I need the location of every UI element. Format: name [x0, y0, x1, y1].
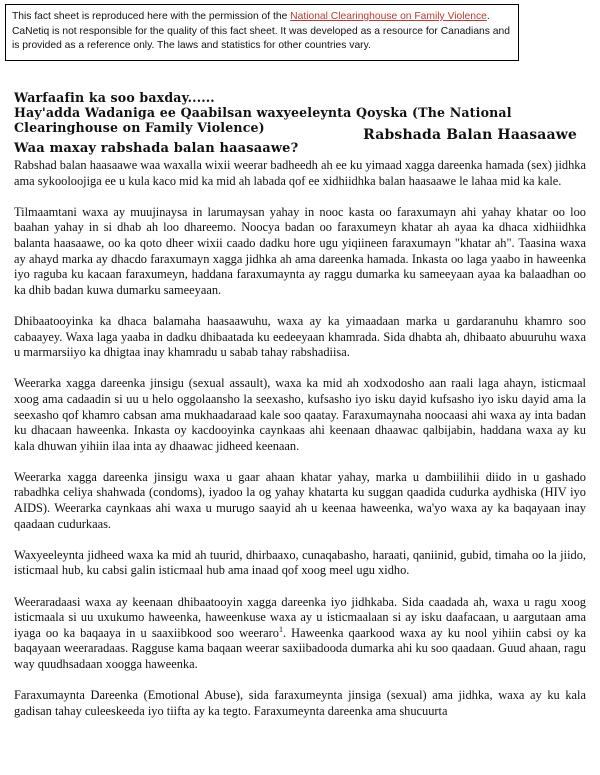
article-body — [14, 158, 586, 735]
paragraph-8: Faraxumaynta Dareenka (Emotional Abuse), sida faraxumeynta jinsiga (sexual) ama jidhka, waxa ay ku kala gadisan tahay culeeskeeda iyo tiifta ay ka tegto. Faraxumeynta dareenka ama shucuurta — [14, 688, 586, 718]
fact-sheet-heading — [14, 90, 589, 156]
heading-organization: Hay'adda Wadaniga ee Qaabilsan waxyeeleynta Qoyska (The National Clearinghouse on Family Violence) — [14, 105, 512, 135]
paragraph-4: Weerarka xagga dareenka jinsigu (sexual assault), waxa ka mid ah xodxodosho aan raali laga ahayn, isticmaal xoog ama cadaadin si uu u helo oggolaansho la seexasho, kufsasho iyo isku dayid kufsasho iyo isku dayid ama la seexasho qof khamro cabsan ama mukhaadaraad kale soo qaatay. Faraxumaynaha noocaasi ahi waxa ay inta badan ku dhacaan haweenka. Inkasta oy kacdooyinka caynkaas ahi keenaan dhaawac qalbijabin, haddana waxa ay ku kala dhuwan yihiin ilaa inta ay dhaawac jidheed keenaan. — [14, 376, 586, 453]
heading-intro: Warfaafin ka soo baxday...... — [14, 90, 215, 105]
footnote-marker: 1 — [278, 624, 283, 634]
notice-text-before: This fact sheet is reproduced here with the permission of the — [12, 11, 291, 22]
paragraph-5: Weerarka xagga dareenka jinsigu waxa u gaar ahaan khatar yahay, marka u dambiilihii diido in u gashado rabadhka celiya shahwada (condoms), iyadoo la og yahay khatarta ku suggan qaadida cudurka aydhiska (HIV iyo AIDS). Weerarka caynkaas ahi waxa u murugo saayid ah u keenaa haweenka, wa'yo waxa ay ka baqayaan inay qaadaan cudurkaas. — [14, 469, 586, 531]
paragraph-2: Tilmaamtani waxa ay muujinaysa in larumaysan yahay in nooc kasta oo faraxumayn ahi yahay khatar oo loo baahan yahay in si dhab ah loo dhareemo. Noocya badan oo faraxumeyn khatar ah ayaa ka dhaca xidhiidhka balanta haasaawe, oo ka qoto dheer wixii caado dadku hore ugu yiqiineen faraxumayn "khatar ah". Taasina waxa ay ahayd marka ay dhacdo faraxumayn xagga jidhka ah ama dareenka hamada. Inkasta oo laga yaabo in haweenka iyo raguba ku kacaan faraxumeyn, haddana faraxumaynta ay raggu dumarka ku sameeyaan ayaa ka balaadhan oo ka dhib badan kuwa dumarku sameeyaan. — [14, 204, 586, 297]
page-title: Rabshada Balan Haasaawe — [363, 127, 577, 143]
paragraph-7-tail: . Haweenka qaarkood waxa ay ku nool yihiin cabsi oy ka baqayaan weeraradaas. Ragguse kama baqaan weerar saxiibadooda dumarka ahi ku soo qaadaan. Guud ahaan, ragu way quudhsadaan xoogga haweenka. — [14, 625, 586, 671]
clearinghouse-link[interactable]: National Clearinghouse on Family Violence — [290, 11, 487, 22]
paragraph-1: Rabshad balan haasaawe waa waxalla wixii weerar badheedh ah ee ku yimaad xagga dareenka hamada (sex) jidhka ama sykooloojiga ee u kula kaco mid ka mid ah labada qof ee xidhiidhka balan haasaawe le lahaa mid ka kale. — [14, 158, 586, 188]
permission-notice — [5, 4, 519, 61]
paragraph-7 — [14, 595, 586, 673]
paragraph-7-text: Weeraradaasi waxa ay keenaan dhibaatooyin xagga dareenka iyo jidhkaba. Sida caadada ah, waxa u ragu xoog isticmaala si uu uxukumo haweenka, haweenkuse waxa ay u isticmaalaan si ay isku daafacaan, u aargutaan ama iyaga oo ka baqaaya in u saaxiibkood soo weeraro — [14, 594, 586, 640]
paragraph-6: Waxyeeleynta jidheed waxa ka mid ah tuurid, dhirbaaxo, cunaqabasho, haraati, qaniinid, gubid, timaha oo la jiido, isticmaal hub, ku cabsi galin isticmaal hub ama inaad qof xoog meel ugu xidho. — [14, 547, 586, 578]
notice-text-after: . CaNetiq is not responsible for the quality of this fact sheet. It was developed as a resource for Canadians and is provided as a reference only. The laws and statistics for other countries vary. — [12, 11, 510, 51]
section-question: Waa maxay rabshada balan haasaawe? — [14, 141, 299, 156]
paragraph-3: Dhibaatooyinka ka dhaca balamaha haasaawuhu, waxa ay ka yimaadaan marka u gardaranuhu khamro soo cabaayey. Waxa laga yaaba in dadku dhibaatada ku eedeeyaan khamrada. Sida dhabta ah, dhibaato abuuruhu waxa u marmarsiiyo ka dhigtaa inay khamradu u sabab tahay rabshadiisa. — [14, 313, 586, 360]
